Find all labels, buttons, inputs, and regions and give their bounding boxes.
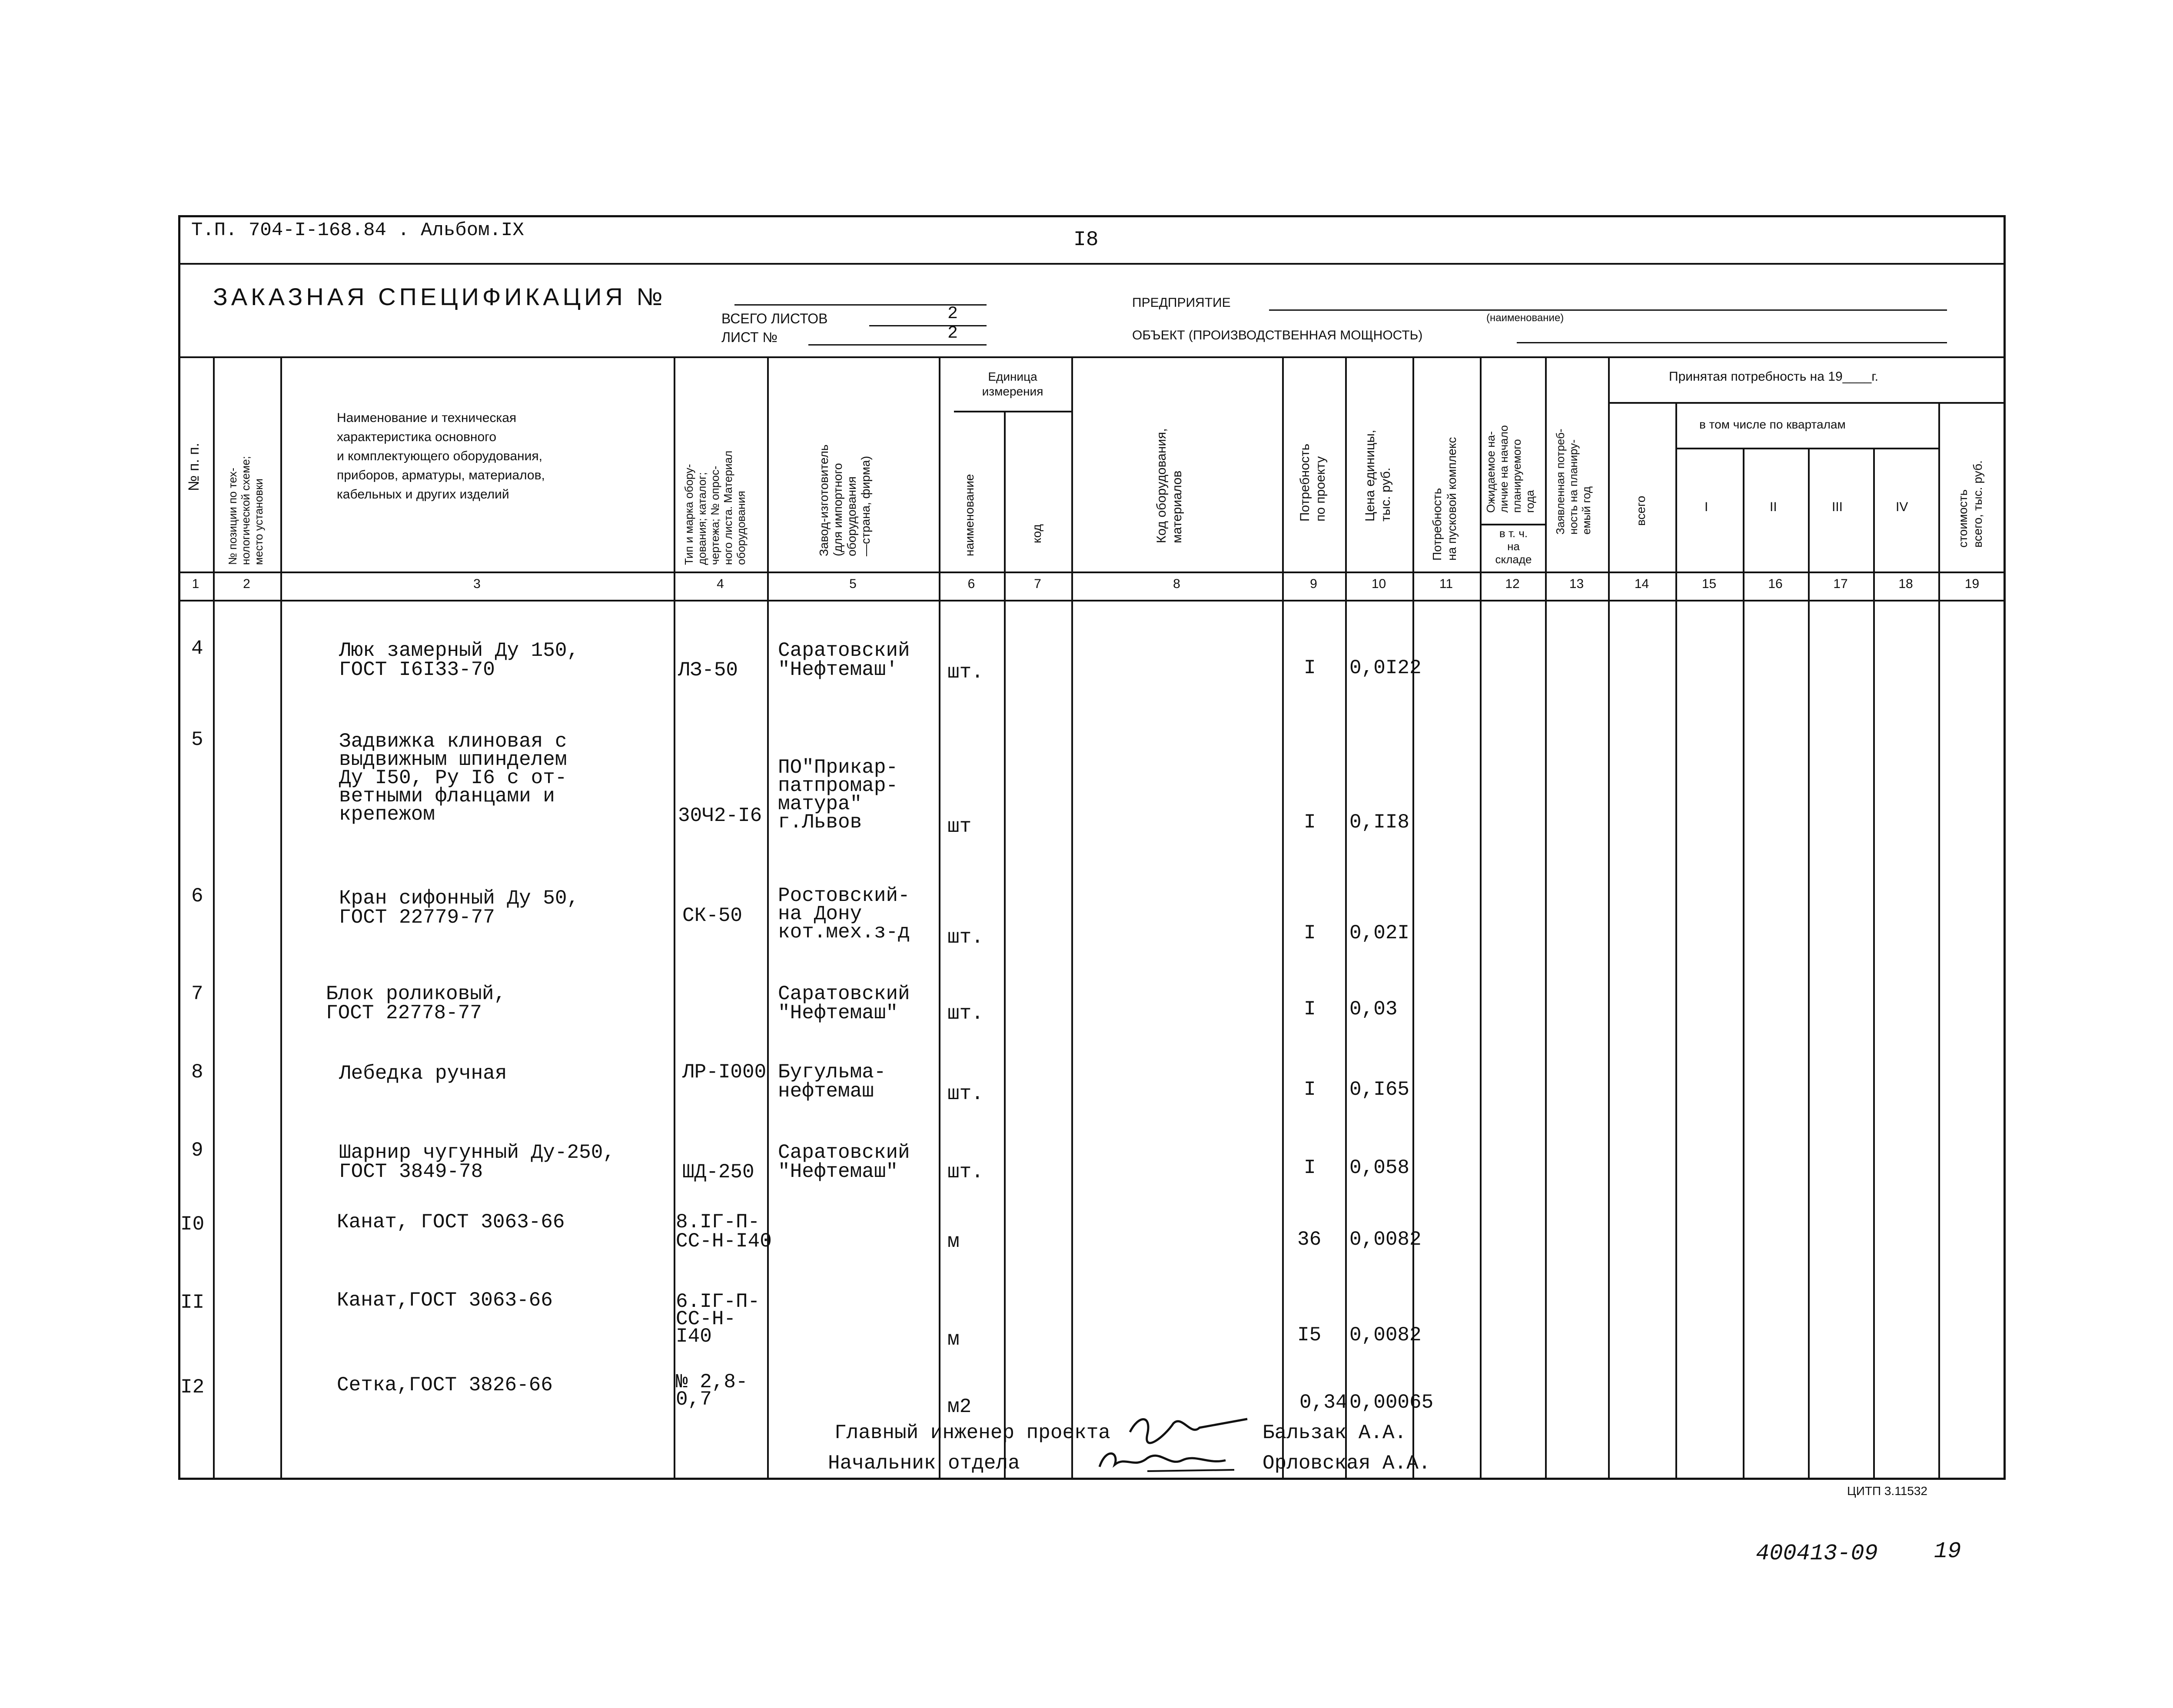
col-num-6: 6: [967, 577, 975, 591]
name-note: (наименование): [1486, 312, 1564, 324]
col-num-17: 17: [1833, 577, 1848, 591]
col-total-header: всего: [1634, 495, 1648, 526]
row-number: II: [180, 1291, 205, 1314]
row-name: Лебедка ручная: [339, 1062, 507, 1085]
sheet-value: 2: [947, 324, 958, 343]
dept-head-signature: [1095, 1443, 1243, 1478]
row-type: ЛР-I000: [682, 1061, 767, 1083]
col-num-5: 5: [849, 577, 857, 591]
row-unit: шт.: [947, 661, 983, 684]
chief-engineer-name: Бальзак А.А.: [1263, 1422, 1407, 1444]
row-unit: шт.: [947, 1002, 983, 1025]
row-maker: Саратовский "Нефтемаш": [778, 983, 910, 1024]
row-type: 8.IГ-П- СС-Н-I40: [676, 1211, 772, 1253]
row-type: 30Ч2-I6: [678, 804, 762, 827]
row-number: I2: [180, 1376, 205, 1399]
document-reference: Т.П. 704-I-168.84 . Альбом.IX: [191, 219, 524, 241]
row-name: Сетка,ГОСТ 3826-66: [337, 1374, 553, 1396]
quarter-3-header: III: [1832, 500, 1843, 514]
row-qty: I: [1304, 922, 1316, 944]
total-sheets-label: ВСЕГО ЛИСТОВ: [721, 311, 828, 326]
col-num-18: 18: [1898, 577, 1913, 591]
col-num-14: 14: [1634, 577, 1649, 591]
chief-engineer-signature: [1126, 1410, 1252, 1445]
col-expected-header: Ожидаемое на- личие на начало планируемого года: [1484, 425, 1536, 513]
row-name: Люк замерный Ду 150, ГОСТ I6I33-70: [339, 639, 579, 681]
col-equipment-code-header: Код оборудования, материалов: [1154, 428, 1184, 543]
unit-group-header: Единица измерения: [982, 370, 1043, 398]
row-maker: Ростовский- на Дону кот.мех.з-д: [778, 884, 910, 944]
col-number-header: № п. п.: [186, 442, 202, 491]
row-number: 6: [191, 885, 203, 907]
row-price: 0,II8: [1349, 811, 1410, 834]
col-maker-header: Завод-изготовитель (для импортного оборудования —страна, фирма): [817, 444, 872, 556]
row-qty: I5: [1297, 1324, 1322, 1346]
row-price: 0,0082: [1349, 1324, 1422, 1346]
object-label: ОБЪЕКТ (ПРОИЗВОДСТВЕННАЯ МОЩНОСТЬ): [1132, 328, 1423, 342]
row-name: Шарнир чугунный Ду-250, ГОСТ 3849-78: [339, 1141, 615, 1183]
row-price: 0,I65: [1349, 1078, 1410, 1101]
row-name: Канат, ГОСТ 3063-66: [337, 1211, 565, 1233]
row-unit: м: [947, 1328, 960, 1351]
sheet-label: ЛИСТ №: [721, 329, 777, 345]
row-qty: I: [1304, 811, 1316, 834]
col-name-header: Наименование и техническая характеристика основного и комплектующего оборудования, приборов, арматуры, материалов, кабельных и других изделий: [337, 411, 545, 502]
col-num-12: 12: [1505, 577, 1520, 591]
col-num-10: 10: [1371, 577, 1386, 591]
col-num-7: 7: [1034, 577, 1041, 591]
quarters-header: в том числе по кварталам: [1699, 418, 1846, 431]
quarter-4-header: IV: [1896, 500, 1908, 514]
row-qty: I: [1304, 1156, 1316, 1179]
row-maker: Саратовский "Нефтемаш": [778, 1141, 910, 1183]
row-price: 0,058: [1349, 1156, 1410, 1179]
col-launch-need-header: Потребность на пусковой комплекс: [1430, 437, 1459, 561]
row-qty: 0,34: [1299, 1391, 1348, 1414]
row-maker: ПО"Прикар- патпромар- матура" г.Львов: [778, 756, 898, 834]
dept-head-label: Начальник отдела: [828, 1452, 1020, 1475]
row-qty: I: [1304, 1078, 1316, 1101]
col-expected-stock-header: в т. ч. на складе: [1495, 527, 1532, 566]
row-number: 7: [191, 983, 203, 1005]
col-num-19: 19: [1964, 577, 1980, 591]
row-unit: м2: [947, 1396, 972, 1418]
row-number: 9: [191, 1139, 203, 1162]
row-maker: Саратовский "Нефтемаш': [778, 639, 910, 681]
row-unit: м: [947, 1230, 960, 1253]
col-num-11: 11: [1439, 577, 1453, 591]
col-declared-need-header: Заявленная потреб- ность на планиру- емый год: [1554, 429, 1593, 535]
page-number: I8: [1073, 228, 1099, 252]
quarter-1-header: I: [1705, 500, 1708, 514]
row-qty: 36: [1297, 1228, 1322, 1251]
row-type: ЛЗ-50: [678, 659, 738, 681]
row-name: Канат,ГОСТ 3063-66: [337, 1289, 553, 1312]
row-qty: I: [1304, 998, 1316, 1020]
row-maker: Бугульма- нефтемаш: [778, 1061, 886, 1103]
col-num-8: 8: [1173, 577, 1180, 591]
col-num-16: 16: [1768, 577, 1783, 591]
chief-engineer-label: Главный инженер проекта: [834, 1422, 1110, 1444]
sheet-number: 19: [1934, 1539, 1961, 1564]
row-number: 4: [191, 637, 203, 660]
row-price: 0,02I: [1349, 922, 1410, 944]
total-sheets-value: 2: [947, 304, 958, 324]
archive-number: 400413-09: [1756, 1541, 1878, 1566]
row-type: СК-50: [682, 904, 743, 927]
row-price: 0,0I22: [1349, 657, 1422, 679]
spec-title: ЗАКАЗНАЯ СПЕЦИФИКАЦИЯ №: [213, 283, 666, 310]
col-unit-name-header: наименование: [963, 474, 976, 556]
col-num-4: 4: [717, 577, 724, 591]
col-num-15: 15: [1701, 577, 1717, 591]
row-type: 6.IГ-П- СС-Н- I40: [676, 1290, 760, 1348]
row-name: Кран сифонный Ду 50, ГОСТ 22779-77: [339, 887, 579, 929]
enterprise-label: ПРЕДПРИЯТИЕ: [1132, 296, 1231, 310]
row-number: 8: [191, 1061, 203, 1083]
col-num-1: 1: [192, 577, 199, 591]
col-num-3: 3: [473, 577, 481, 591]
col-type-header: Тип и марка обору- дования; каталог; чертежа; № опрос- ного листа. Материал оборудования: [682, 450, 748, 565]
dept-head-name: Орловская А.А.: [1263, 1452, 1431, 1475]
row-unit: шт.: [947, 1083, 983, 1105]
col-num-9: 9: [1310, 577, 1317, 591]
col-position-header: № позиции по тех- нологической схеме; место установки: [226, 456, 265, 565]
row-price: 0,03: [1349, 998, 1398, 1020]
row-unit: шт: [947, 815, 972, 838]
row-number: I0: [180, 1213, 205, 1236]
row-type: ШД-250: [682, 1161, 754, 1183]
col-unit-code-header: код: [1030, 524, 1043, 543]
col-project-need-header: Потребность по проекту: [1298, 443, 1328, 522]
col-num-13: 13: [1569, 577, 1584, 591]
col-cost-header: стоимость всего, тыс. руб.: [1956, 460, 1984, 548]
col-unit-price-header: Цена единицы, тыс. руб.: [1363, 429, 1393, 522]
form-code: ЦИТП 3.11532: [1847, 1484, 1927, 1498]
quarter-2-header: II: [1770, 500, 1777, 514]
row-type: № 2,8- 0,7: [676, 1371, 748, 1411]
row-unit: шт.: [947, 926, 983, 949]
row-number: 5: [191, 728, 203, 751]
row-qty: I: [1304, 657, 1316, 679]
row-name: Блок роликовый, ГОСТ 22778-77: [326, 983, 506, 1024]
row-unit: шт.: [947, 1161, 983, 1183]
row-price: 0,00065: [1349, 1391, 1434, 1414]
accepted-need-header: Принятая потребность на 19____г.: [1669, 369, 1878, 384]
col-num-2: 2: [243, 577, 250, 591]
row-name: Задвижка клиновая с выдвижным шпинделем Ду I50, Ру I6 с от- ветными фланцами и крепежом: [339, 730, 567, 826]
row-price: 0,0082: [1349, 1228, 1422, 1251]
